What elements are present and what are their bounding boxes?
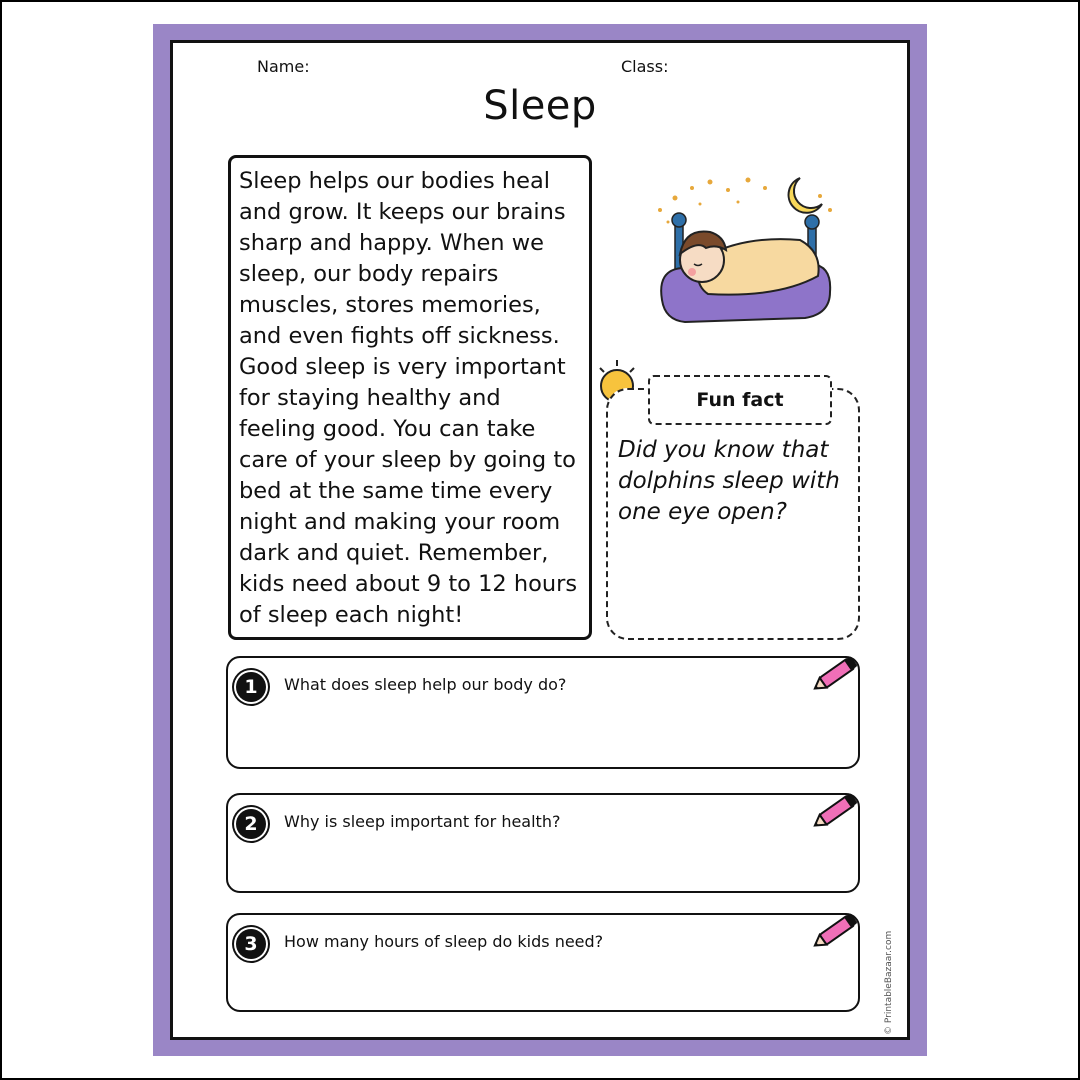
question-number: 2 [236, 809, 266, 839]
question-box[interactable] [226, 913, 860, 1012]
question-box[interactable] [226, 793, 860, 893]
fun-fact-heading: Fun fact [648, 375, 832, 425]
watermark: © PrintableBazaar.com [884, 930, 894, 1035]
question-number: 3 [236, 929, 266, 959]
pencil-icon [810, 907, 864, 953]
sleeping-child-illustration [640, 160, 850, 335]
moon [789, 178, 822, 213]
page-title: Sleep [483, 83, 597, 129]
pencil-icon [810, 787, 864, 833]
question-text: How many hours of sleep do kids need? [284, 932, 604, 951]
pencil-icon [810, 650, 864, 696]
question-text: What does sleep help our body do? [284, 675, 567, 694]
name-label: Name: [257, 57, 310, 76]
question-text: Why is sleep important for health? [284, 812, 561, 831]
class-label: Class: [621, 57, 669, 76]
reading-passage: Sleep helps our bodies heal and grow. It keeps our brains sharp and happy. When we sleep, our body repairs muscles, stores memories, and even fights off sickness. Good sleep is very important for staying healthy and feeling good. You can take care of your sleep by going to bed at the same time every night and making your room dark and quiet. Remember, kids need about 9 to 12 hours of sleep each night! [239, 168, 578, 628]
question-box[interactable] [226, 656, 860, 769]
question-number: 1 [236, 672, 266, 702]
reading-passage-box [228, 155, 592, 640]
fun-fact-text: Did you know that dolphins sleep with one eye open? [618, 437, 840, 525]
